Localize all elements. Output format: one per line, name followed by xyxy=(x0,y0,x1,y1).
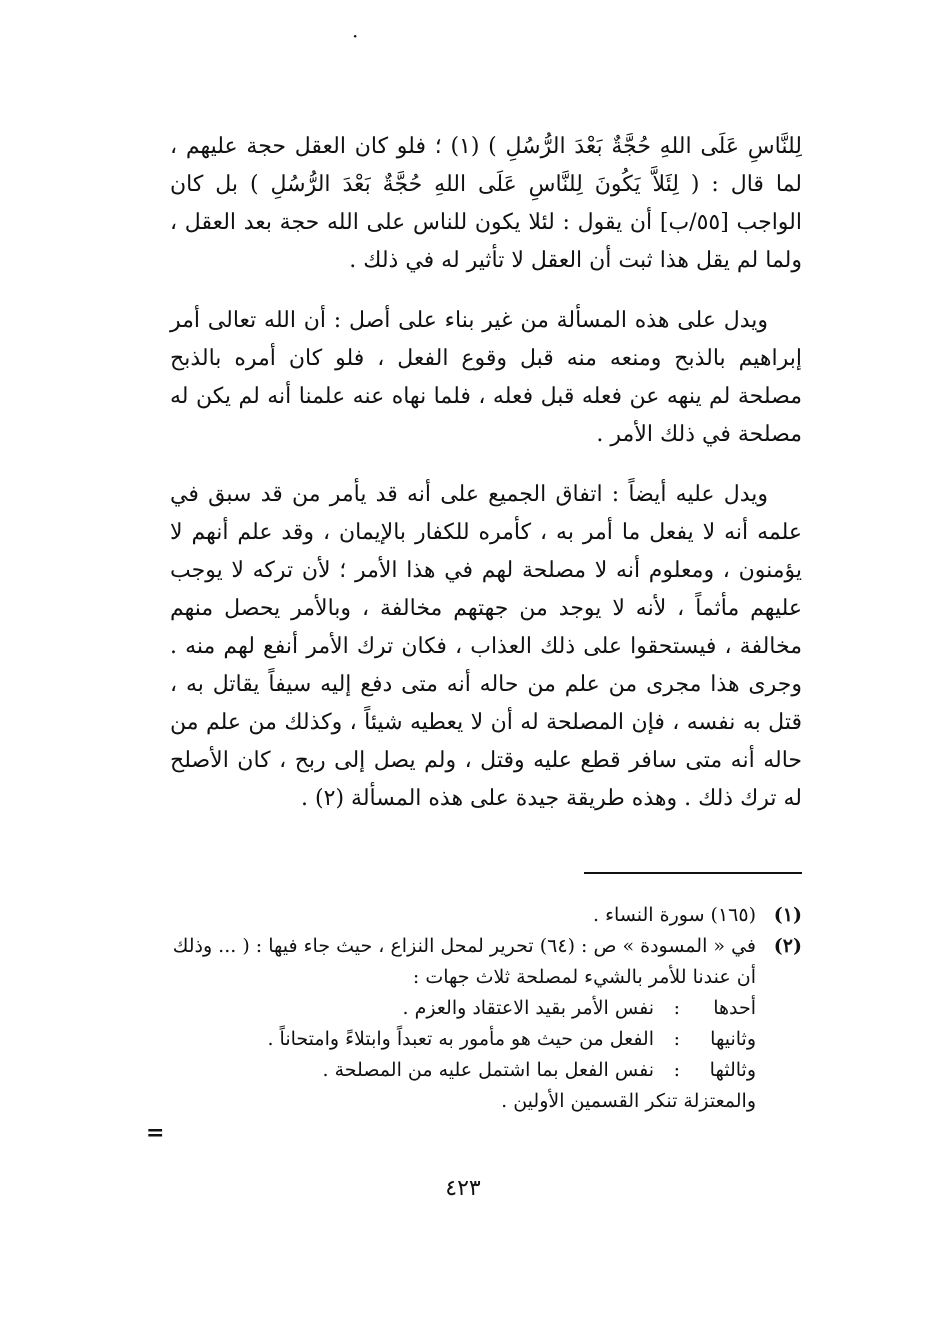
footnotes xyxy=(130,900,802,1117)
paragraph-2: ويدل على هذه المسألة من غير بناء على أصل : أن الله تعالى أمر إبراهيم بالذبح ومنعه منه قبل وقوع الفعل ، فلو كان أمره بالذبح مصلحة لم ينهه عن فعله قبل فعله ، فلما نهاه عنه علمنا أنه لم يكن له مصلحة في ذلك الأمر . xyxy=(170,308,802,447)
footnote-2-body xyxy=(130,931,756,1117)
item-label: وثانيها xyxy=(710,1028,756,1050)
footnote-separator xyxy=(584,872,802,874)
footnote-1-text: (١٦٥) سورة النساء . xyxy=(593,904,756,926)
paragraph-1: لِلنَّاسِ عَلَى اللهِ حُجَّةٌ بَعْدَ الرُّسُلِ ) (١) ؛ فلو كان العقل حجة عليهم ، لما قال : ( لِئَلاَّ يَكُونَ لِلنَّاسِ عَلَى اللهِ حُجَّةٌ بَعْدَ الرُّسُلِ ) بل كان الواجب [٥٥/ب] أن يقول : لئلا يكون للناس على الله حجة بعد العقل ، ولما لم يقل هذا ثبت أن العقل لا تأثير له في ذلك . xyxy=(170,134,802,273)
item-label: وثالثها xyxy=(709,1059,756,1081)
footnote-2-line-1: في « المسودة » ص : (٦٤) تحرير لمحل النزاع ، حيث جاء فيها : ( ... وذلك xyxy=(172,935,756,957)
footnote-2-item-1 xyxy=(130,993,756,1024)
item-text: نفس الأمر بقيد الاعتقاد والعزم . xyxy=(402,997,654,1019)
top-dot-mark: · xyxy=(352,24,359,48)
footnote-2-number: (٢) xyxy=(773,935,802,957)
footnote-2-last-line: والمعتزلة تنكر القسمين الأولين . xyxy=(501,1090,756,1112)
item-colon: : xyxy=(673,997,680,1019)
footnote-1-number: (١) xyxy=(773,904,802,926)
item-colon: : xyxy=(673,1059,680,1081)
footnote-1 xyxy=(130,900,802,931)
continuation-mark: = xyxy=(146,1120,165,1146)
item-colon: : xyxy=(673,1028,680,1050)
footnote-2-item-2 xyxy=(130,1024,756,1055)
paragraph-3: ويدل عليه أيضاً : اتفاق الجميع على أنه قد يأمر من قد سبق في علمه أنه لا يفعل ما أمر به ، كأمره للكفار بالإيمان ، وقد علم أنهم لا يؤمنون ، ومعلوم أنه لا مصلحة لهم في هذا الأمر ؛ لأن تركه لا يوجب عليهم مأثماً ، لأنه لا يوجد من جهتهم مخالفة ، وبالأمر يحصل منهم مخالفة ، فيستحقوا على ذلك العذاب ، فكان ترك الأمر أنفع لهم منه . وجرى هذا مجرى من علم من حاله أنه متى دفع إليه سيفاً يقاتل به ، قتل به نفسه ، فإن المصلحة له أن لا يعطيه شيئاً ، وكذلك من علم من حاله أنه متى سافر قطع عليه وقتل ، ولم يصل إلى ربح ، كان الأصلح له ترك ذلك . وهذه طريقة جيدة على هذه المسألة (٢) . xyxy=(170,482,802,811)
footnote-2 xyxy=(130,931,802,1117)
main-text xyxy=(170,128,802,840)
item-text: الفعل من حيث هو مأمور به تعبداً وابتلاءً وامتحاناً . xyxy=(267,1028,654,1050)
item-text: نفس الفعل بما اشتمل عليه من المصلحة . xyxy=(322,1059,654,1081)
page-number: ٤٢٣ xyxy=(445,1176,481,1201)
footnote-2-line-2: أن عندنا للأمر بالشيء لمصلحة ثلاث جهات : xyxy=(412,966,756,988)
item-label: أحدها xyxy=(713,997,756,1019)
footnote-2-item-3 xyxy=(130,1055,756,1086)
